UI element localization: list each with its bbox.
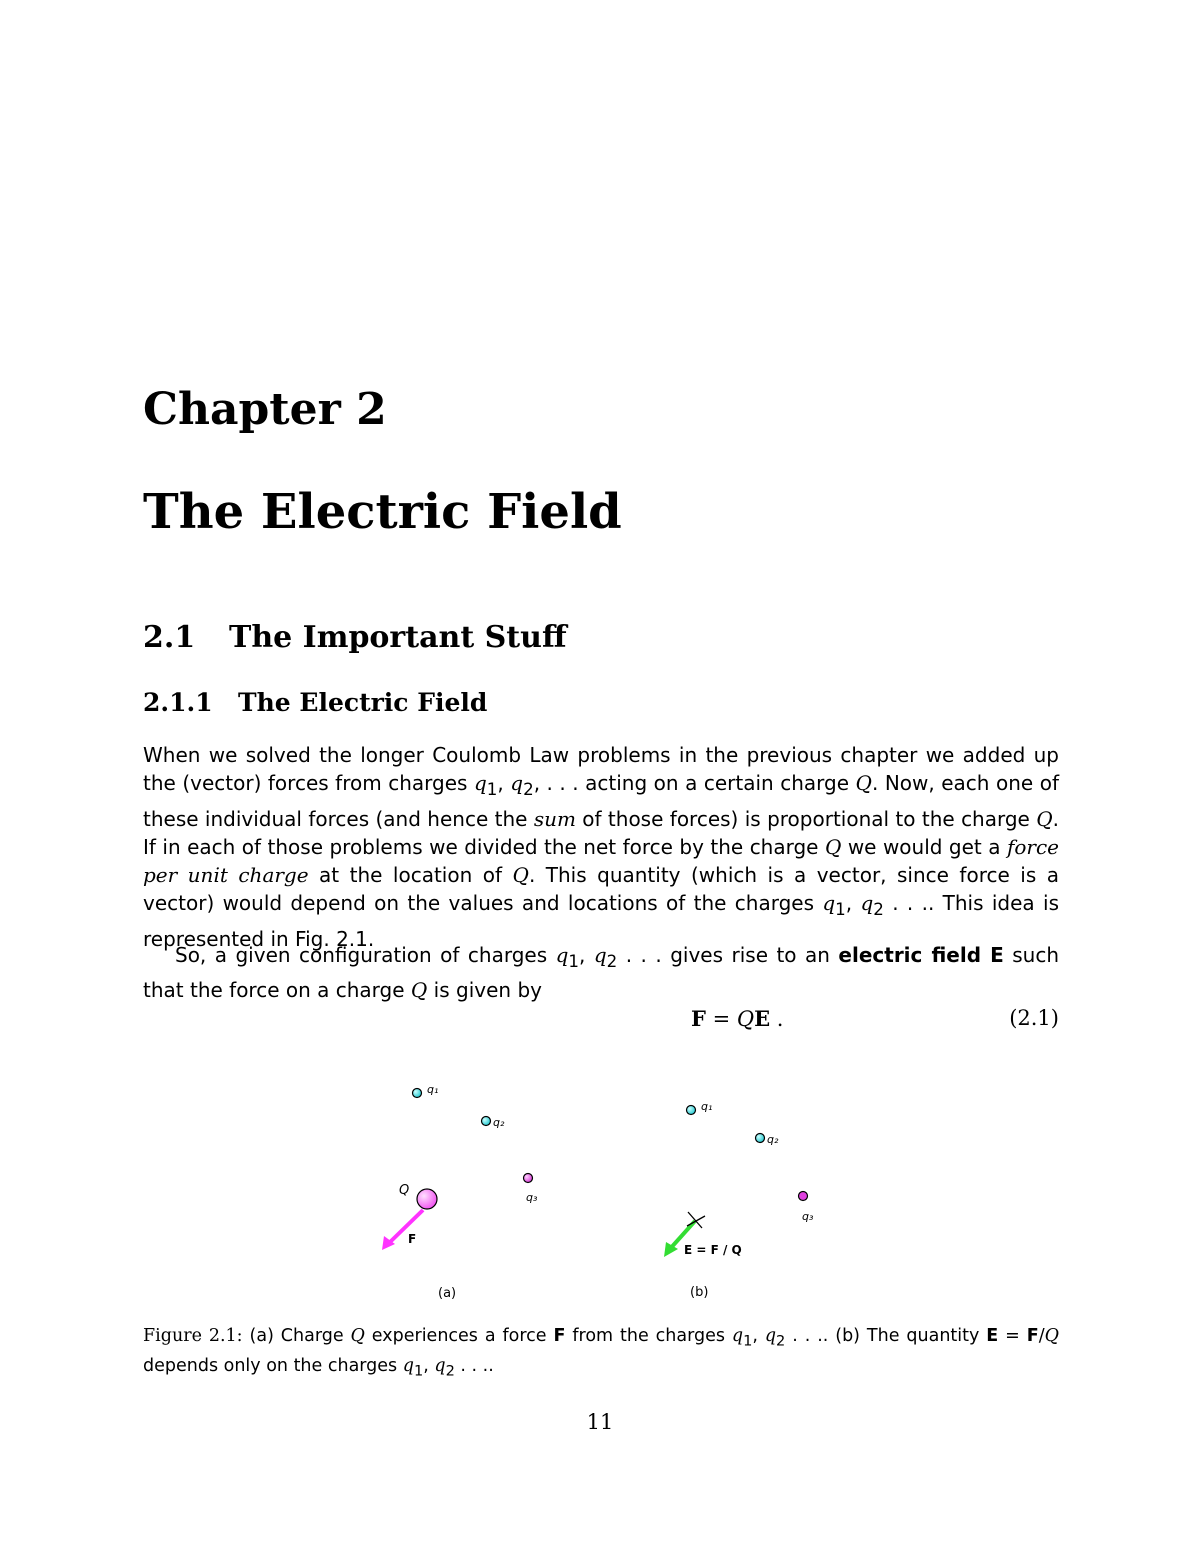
emphasis: sum bbox=[533, 806, 576, 831]
math-symbol: q bbox=[402, 1355, 414, 1376]
subsection-number: 2.1.1 bbox=[143, 688, 213, 717]
text-run: , bbox=[579, 943, 594, 967]
paragraph-2 bbox=[143, 941, 1059, 1005]
math-symbol: Q bbox=[350, 1326, 365, 1346]
text-run: , bbox=[497, 771, 511, 796]
text-run: is given by bbox=[427, 978, 542, 1003]
text-run: . . .. bbox=[454, 1355, 494, 1376]
label-q2: q₂ bbox=[493, 1116, 505, 1129]
text-run: = bbox=[998, 1326, 1027, 1346]
text-run: at the location of bbox=[308, 863, 513, 888]
text-run: . Now, each one of these individual forces (and hence the bbox=[143, 771, 1059, 831]
text-run: / bbox=[1038, 1326, 1045, 1346]
math-symbol: q bbox=[860, 891, 874, 916]
figure-2-1 bbox=[370, 1070, 790, 1310]
text-run: depends only on the charges bbox=[143, 1355, 403, 1376]
text-run: . . .. (b) The quantity bbox=[785, 1326, 987, 1346]
subscript: 2 bbox=[523, 780, 534, 800]
charge-q3-b-dot bbox=[799, 1192, 808, 1201]
text-run: . If in each of those problems we divided the net force by the charge bbox=[143, 806, 1059, 859]
subscript: 1 bbox=[743, 1332, 753, 1350]
label-q2-b: q₂ bbox=[767, 1133, 779, 1146]
subscript: 1 bbox=[486, 780, 498, 800]
panel-b-q3-dot bbox=[793, 1186, 813, 1206]
section-title: The Important Stuff bbox=[229, 620, 567, 655]
math-symbol: Q bbox=[512, 863, 529, 888]
text-run: , bbox=[752, 1326, 765, 1346]
bold-symbol: F bbox=[1026, 1326, 1039, 1346]
subscript: 2 bbox=[445, 1362, 455, 1379]
bold-symbol: E bbox=[986, 1326, 999, 1346]
figure-caption bbox=[143, 1324, 1059, 1383]
label-field: E = F / Q bbox=[684, 1243, 742, 1257]
force-arrow bbox=[388, 1210, 423, 1244]
math-symbol: q bbox=[593, 943, 607, 967]
text-run: , bbox=[423, 1355, 435, 1376]
math-symbol: q bbox=[434, 1355, 446, 1376]
math-symbol: q bbox=[764, 1326, 777, 1346]
label-q1-b: q₁ bbox=[701, 1100, 713, 1113]
text-run: , . . . acting on a certain charge bbox=[533, 771, 856, 796]
charge-q2-b bbox=[756, 1134, 765, 1143]
text-run: , bbox=[845, 891, 861, 916]
label-test-charge: Q bbox=[399, 1183, 410, 1198]
text-run: So, a given configuration of charges bbox=[175, 943, 556, 967]
text-run: . . . gives rise to an bbox=[617, 943, 839, 967]
math-symbol: q bbox=[510, 771, 524, 796]
charge-q1-b bbox=[687, 1106, 696, 1115]
paragraph-1 bbox=[143, 741, 1059, 953]
charge-q1 bbox=[413, 1089, 422, 1098]
equation-body bbox=[691, 1006, 783, 1031]
caption-label: Figure 2.1: bbox=[143, 1326, 243, 1346]
text-run: . This quantity (which is a vector, since force is a vector) would depend on the values and locations of the charges bbox=[143, 863, 1059, 916]
bold-term: electric field E bbox=[838, 943, 1004, 967]
subscript: 1 bbox=[835, 900, 846, 920]
text-run: of those forces) is proportional to the charge bbox=[575, 806, 1037, 831]
equation-lhs: F bbox=[691, 1006, 706, 1031]
chapter-title: The Electric Field bbox=[143, 484, 622, 540]
charge-q2 bbox=[482, 1117, 491, 1126]
panel-b-label: (b) bbox=[690, 1285, 709, 1300]
text-run: from the charges bbox=[565, 1326, 732, 1346]
section-heading bbox=[143, 618, 567, 658]
equation-field: E bbox=[754, 1006, 771, 1031]
subscript: 1 bbox=[413, 1362, 424, 1379]
text-run: experiences a force bbox=[364, 1326, 554, 1346]
label-q1: q₁ bbox=[427, 1083, 439, 1096]
subscript: 2 bbox=[606, 952, 618, 971]
math-symbol: Q bbox=[855, 771, 872, 796]
subsection-title: The Electric Field bbox=[238, 688, 488, 717]
text-run: When we solved the longer Coulomb Law problems in the previous chapter we added up the (vector) forces from charges bbox=[143, 743, 1059, 796]
subscript: 1 bbox=[568, 952, 580, 971]
panel-b bbox=[664, 1100, 790, 1300]
text-run: such that the force on a charge bbox=[143, 943, 1060, 1003]
subsection-heading bbox=[143, 686, 487, 720]
panel-a-label: (a) bbox=[438, 1286, 457, 1301]
text-run: (a) Charge bbox=[242, 1326, 351, 1346]
math-symbol: q bbox=[555, 943, 569, 967]
panel-a bbox=[382, 1083, 538, 1301]
bold-symbol: F bbox=[553, 1326, 566, 1346]
math-symbol: Q bbox=[1036, 806, 1053, 831]
equation-tail: . bbox=[770, 1007, 784, 1031]
math-symbol: Q bbox=[824, 834, 842, 859]
label-force: F bbox=[408, 1232, 417, 1246]
figure-reference[interactable]: . . .. This idea is represented in Fig. 2.1. bbox=[143, 891, 1059, 951]
equation-number: (2.1) bbox=[1009, 1006, 1059, 1030]
math-symbol: Q bbox=[410, 978, 428, 1003]
emphasis: force per unit charge bbox=[143, 834, 1059, 888]
math-symbol: q bbox=[822, 891, 836, 916]
math-symbol: Q bbox=[1044, 1326, 1059, 1346]
panel-b-q3-label bbox=[798, 1204, 838, 1234]
equation-equals: = bbox=[705, 1007, 737, 1031]
math-symbol: q bbox=[731, 1326, 744, 1346]
subscript: 2 bbox=[776, 1332, 786, 1350]
page-number: 11 bbox=[586, 1410, 614, 1434]
charge-q3 bbox=[524, 1174, 533, 1183]
text-run: we would get a bbox=[841, 834, 1007, 859]
math-symbol: q bbox=[473, 771, 487, 796]
section-number: 2.1 bbox=[143, 620, 196, 655]
chapter-label: Chapter 2 bbox=[143, 384, 387, 435]
subscript: 2 bbox=[873, 900, 884, 920]
test-charge-Q bbox=[417, 1189, 437, 1209]
label-q3-b: q₃ bbox=[802, 1210, 814, 1223]
equation-2-1 bbox=[143, 1006, 1059, 1036]
equation-charge: Q bbox=[736, 1007, 755, 1031]
label-q3: q₃ bbox=[526, 1191, 538, 1204]
